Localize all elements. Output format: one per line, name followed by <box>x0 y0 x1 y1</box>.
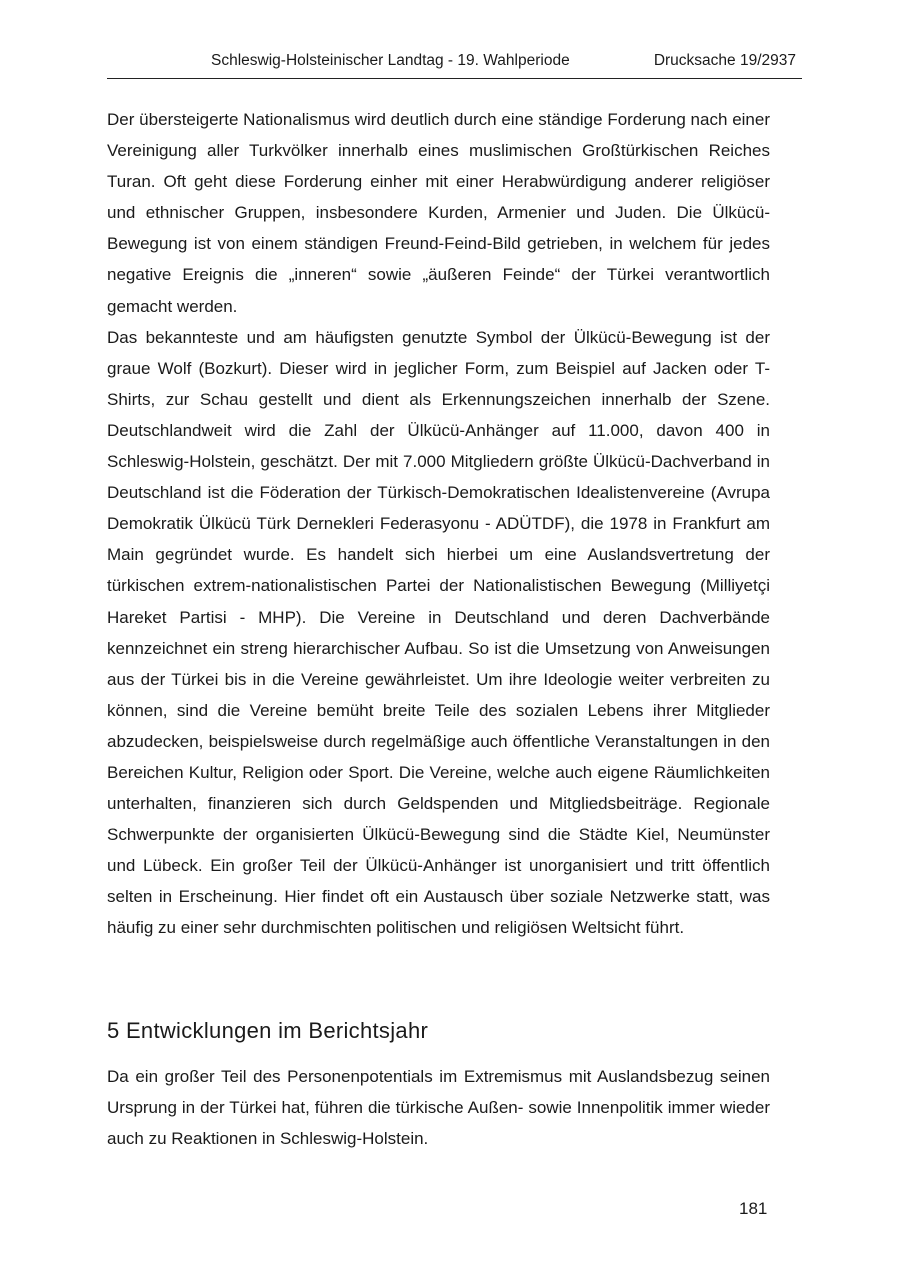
header-title: Schleswig-Holsteinischer Landtag - 19. Wahlperiode <box>211 52 570 69</box>
body-text <box>107 104 770 944</box>
paragraph-nationalism: Der übersteigerte Nationalismus wird deutlich durch eine ständige Forderung nach einer Vereinigung aller Turkvölker innerhalb eines muslimischen Großtürkischen Reiches Turan. Oft geht diese Forderung einher mit einer Herabwürdigung anderer religiöser und ethnischer Gruppen, insbesondere Kurden, Armenier und Juden. Die Ülkücü-Bewegung ist von einem ständigen Freund-Feind-Bild getrieben, in welchem für jedes negative Ereignis die „inneren“ sowie „äußeren Feinde“ der Türkei verantwortlich gemacht werden. <box>107 110 770 316</box>
paragraph-grey-wolf: Das bekannteste und am häufigsten genutzte Symbol der Ülkücü-Bewegung ist der graue Wolf (Bozkurt). Dieser wird in jeglicher Form, zum Beispiel auf Jacken oder T-Shirts, zur Schau gestellt und dient als Erkennungszeichen innerhalb der Szene. Deutschlandweit wird die Zahl der Ülkücü-Anhänger auf 11.000, davon 400 in Schleswig-Holstein, geschätzt. Der mit 7.000 Mitgliedern größte Ülkücü-Dachverband in Deutschland ist die Föderation der Türkisch-Demokratischen Idealistenvereine (Avrupa Demokratik Ülkücü Türk Dernekleri Federasyonu - ADÜTDF), die 1978 in Frankfurt am Main gegründet wurde. Es handelt sich hierbei um eine Auslandsvertretung der türkischen extrem-nationalistischen Partei der Nationalistischen Bewegung (Milliyetçi Hareket Partisi - MHP). Die Vereine in Deutschland und deren Dachverbände kennzeichnet ein streng hierarchischer Aufbau. So ist die Umsetzung von Anweisungen aus der Türkei bis in die Vereine gewährleistet. Um ihre Ideologie weiter verbreiten zu können, sind die Vereine bemüht breite Teile des sozialen Lebens ihrer Mitglieder abzudecken, beispielsweise durch regelmäßige auch öffentliche Veranstaltungen in den Bereichen Kultur, Religion oder Sport. Die Vereine, welche auch eigene Räumlichkeiten unterhalten, finanzieren sich durch Geldspenden und Mitgliedsbeiträge. Regionale Schwerpunkte der organisierten Ülkücü-Bewegung sind die Städte Kiel, Neumünster und Lübeck. Ein großer Teil der Ülkücü-Anhänger ist unorganisiert und tritt öffentlich selten in Erscheinung. Hier findet oft ein Austausch über soziale Netzwerke statt, was häufig zu einer sehr durchmischten politischen und religiösen Weltsicht führt. <box>107 327 770 938</box>
page-header <box>107 52 802 79</box>
page-number: 181 <box>739 1199 768 1218</box>
section-heading: 5 Entwicklungen im Berichtsjahr <box>107 1018 429 1043</box>
header-document-number: Drucksache 19/2937 <box>653 52 796 69</box>
section-paragraph: Da ein großer Teil des Personenpotentials im Extremismus mit Auslandsbezug seinen Ursprung in der Türkei hat, führen die türkische Außen- sowie Innenpolitik immer wieder auch zu Reaktionen in Schleswig-Holstein. <box>107 1067 770 1149</box>
